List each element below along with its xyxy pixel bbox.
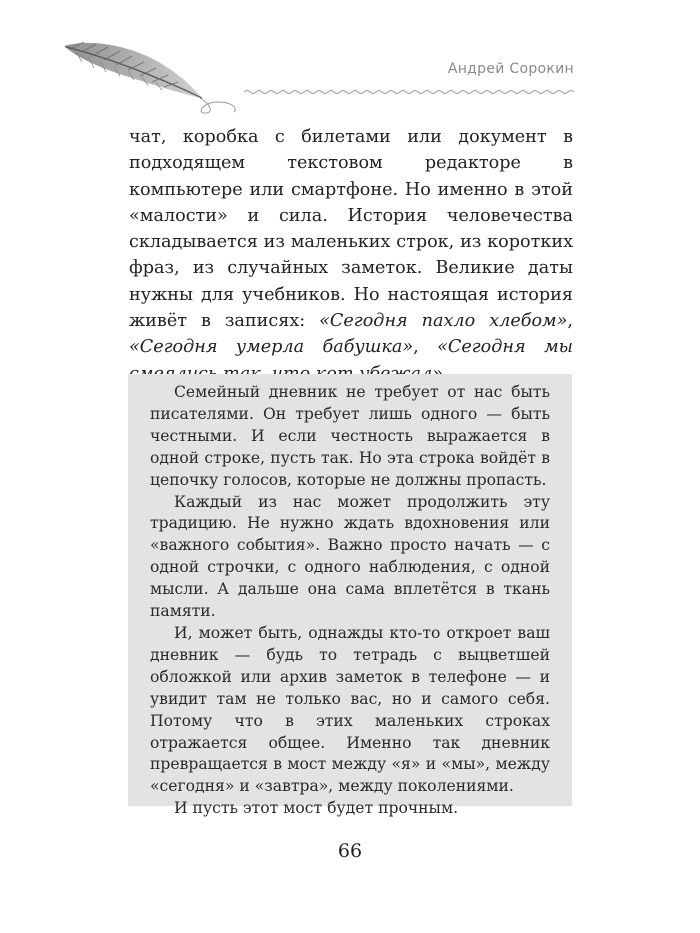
page-number: 66 xyxy=(337,840,363,862)
author-name: Андрей Сорокин xyxy=(447,61,574,77)
main-paragraph xyxy=(129,124,573,387)
running-header xyxy=(0,0,700,120)
callout-paragraph-1: Семейный дневник не требует от нас быть писателями. Он требует лишь одного — быть честными. И если честность выражается в одной строке, пусть так. Но эта строка войдёт в цепочку голосов, которые не должны пропасть. xyxy=(150,383,550,489)
wavy-divider-line xyxy=(244,88,574,96)
quote-cat: «Сегодня мы xyxy=(437,337,574,358)
separator: , xyxy=(413,337,438,358)
callout-box xyxy=(128,374,572,818)
callout-paragraph-4: И пусть этот мост будет прочным. xyxy=(174,799,459,818)
quote-grandmother: «Сегодня умерла бабушка» xyxy=(129,337,414,358)
quote-bread: «Сегодня пахло хлебом» xyxy=(319,311,568,332)
main-text-body: чат, коробка с билетами или документ в подходящем текстовом редакторе в компьютере или смартфоне. Но именно в этой «малости» и сила. История человечества складывается из маленьких строк, из коротких фраз, из случайных заметок. Великие даты нужны для учебников. Но настоящая история живёт в записях: xyxy=(129,127,573,332)
callout-paragraph-2: Каждый из нас может продолжить эту традицию. Не нужно ждать вдохновения или «важного события». Важно просто начать — с одной строчки, с одного наблюдения, с одной мысли. А дальше она сама вплетётся в ткань памяти. xyxy=(150,492,550,621)
feather-quill-icon xyxy=(62,38,242,116)
separator: , xyxy=(567,311,574,332)
callout-paragraph-3: И, может быть, однажды кто-то откроет ваш дневник — будь то тетрадь с выцветшей обложкой или архив заметок в телефоне — и увидит там не только вас, но и самого себя. Потому что в этих маленьких строках отражается общее. Именно так дневник превращается в мост между «я» и «мы», между «сегодня» и «завтра», между поколениями. xyxy=(150,623,550,796)
